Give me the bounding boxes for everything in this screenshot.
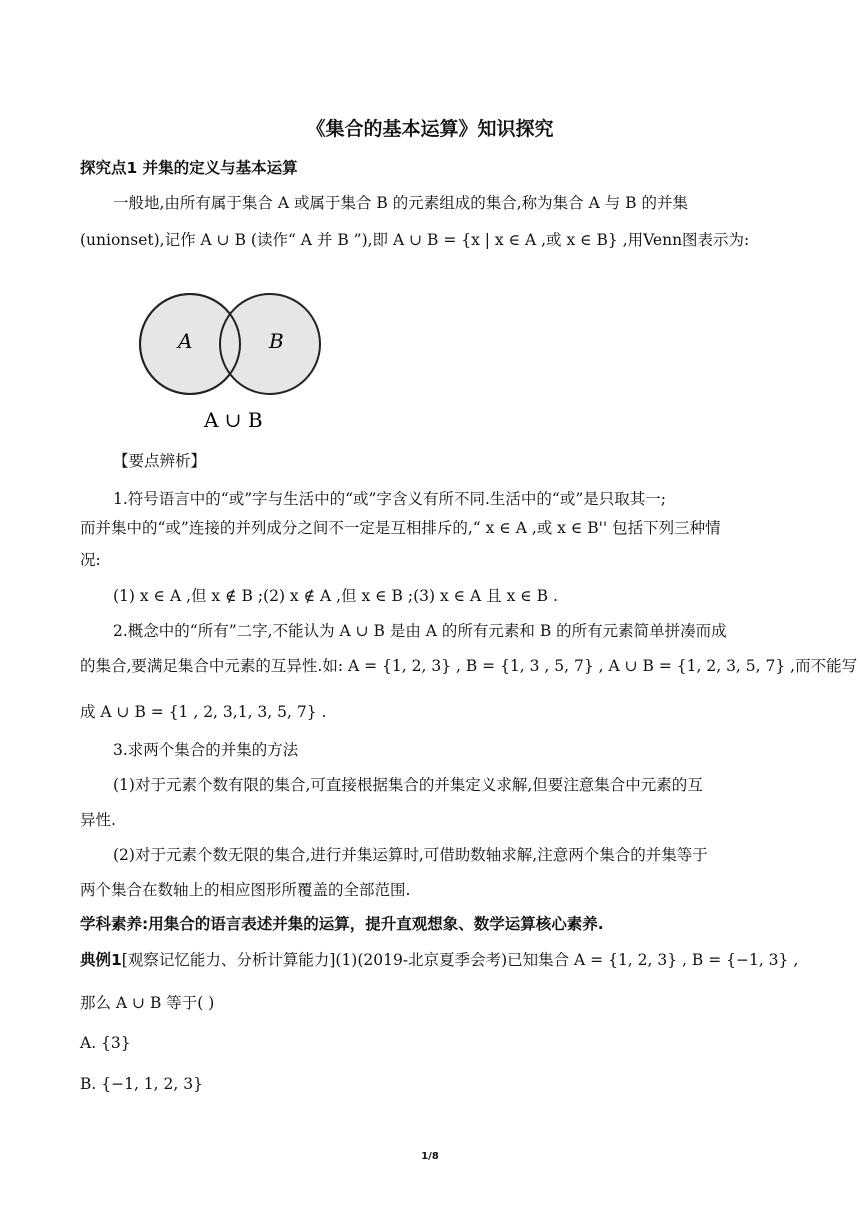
paragraph-line: 2.概念中的“所有”二字,不能认为 A ∪ B 是由 A 的所有元素和 B 的所有元素简单拼凑而成 xyxy=(113,622,727,640)
option-b: B. {−1, 1, 2, 3} xyxy=(80,1075,203,1093)
paragraph-line: (1)对于元素个数有限的集合,可直接根据集合的并集定义求解,但要注意集合中元素的互 xyxy=(113,776,703,794)
page-number: 1/8 xyxy=(421,1151,439,1162)
paragraph-line: 1.符号语言中的“或”字与生活中的“或”字含义有所不同.生活中的“或”是只取其一; xyxy=(113,490,666,508)
venn-diagram xyxy=(130,284,330,434)
paragraph-line: 两个集合在数轴上的相应图形所覆盖的全部范围. xyxy=(80,881,411,899)
set-a-label: A xyxy=(178,329,193,353)
set-b-label: B xyxy=(269,329,284,353)
paragraph-line: 那么 A ∪ B 等于( ) xyxy=(80,994,215,1012)
paragraph-line: 3.求两个集合的并集的方法 xyxy=(113,741,299,759)
venn-caption: A ∪ B xyxy=(204,408,263,432)
example-line xyxy=(80,950,798,970)
paragraph-line: 成 A ∪ B = {1 , 2, 3,1, 3, 5, 7} . xyxy=(80,703,327,721)
section-heading: 探究点1 并集的定义与基本运算 xyxy=(80,159,298,177)
literacy-statement: 学科素养:用集合的语言表述并集的运算，提升直观想象、数学运算核心素养. xyxy=(80,915,604,933)
example-text: [观察记忆能力、分析计算能力](1)(2019-北京夏季会考)已知集合 A = {1, 2, 3} , B = {−1, 3} , xyxy=(121,951,799,969)
option-a: A. {3} xyxy=(80,1034,131,1052)
paragraph-line: 异性. xyxy=(80,811,116,829)
paragraph-line: 的集合,要满足集合中元素的互异性.如: A = {1, 2, 3} , B = {1, 3 , 5, 7} , A ∪ B = {1, 2, 3, 5, 7} ,而不能写 xyxy=(80,657,858,675)
paragraph-line: 一般地,由所有属于集合 A 或属于集合 B 的元素组成的集合,称为集合 A 与 B 的并集 xyxy=(113,194,688,212)
paragraph-line: (unionset),记作 A ∪ B (读作“ A 并 B ”),即 A ∪ B = {x | x ∈ A ,或 x ∈ B} ,用Venn图表示为: xyxy=(80,231,750,249)
page-title: 《集合的基本运算》知识探究 xyxy=(306,118,554,140)
example-label: 典例1 xyxy=(80,951,122,969)
paragraph-line: 而并集中的“或”连接的并列成分之间不一定是互相排斥的,“ x ∈ A ,或 x ∈ B'' 包括下列三种情 xyxy=(80,519,721,537)
paragraph-line: (1) x ∈ A ,但 x ∉ B ;(2) x ∉ A ,但 x ∈ B ;(3) x ∈ A 且 x ∈ B . xyxy=(113,587,558,605)
keypoints-heading: 【要点辨析】 xyxy=(113,452,207,470)
paragraph-line: (2)对于元素个数无限的集合,进行并集运算时,可借助数轴求解,注意两个集合的并集等于 xyxy=(113,846,708,864)
paragraph-line: 况: xyxy=(80,551,101,569)
